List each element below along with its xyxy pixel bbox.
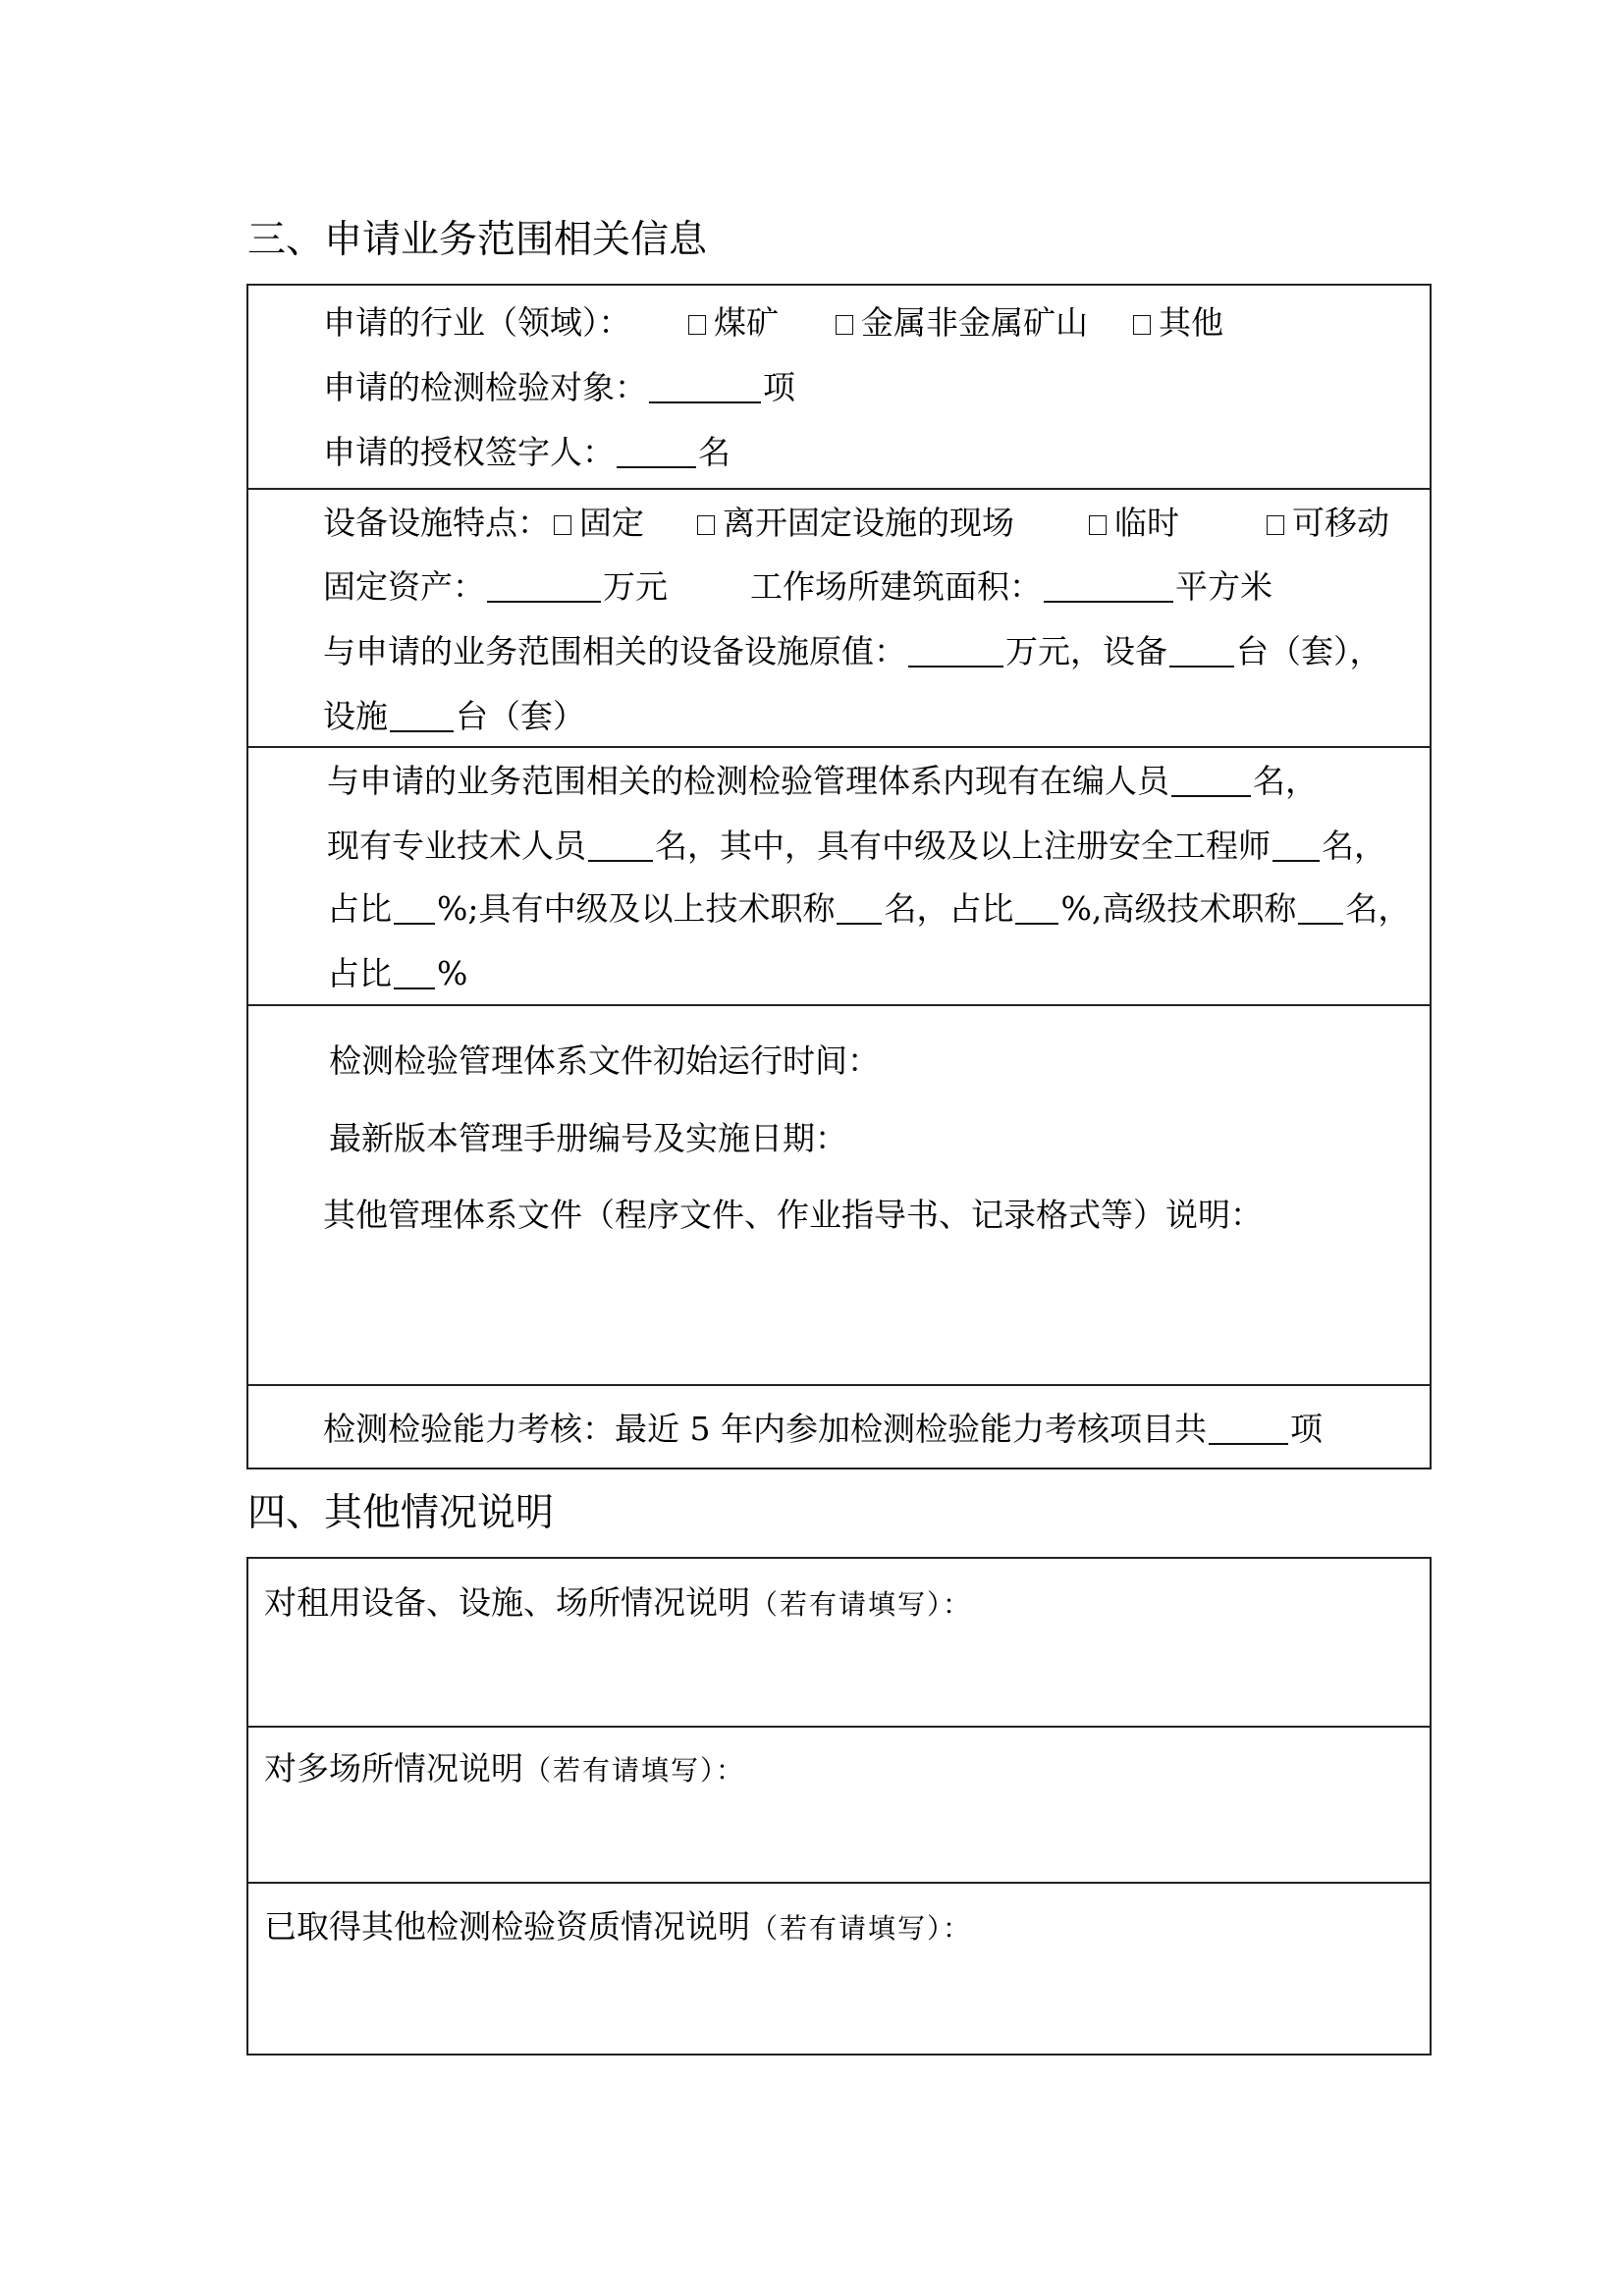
industry-option-coal-label: 煤矿 — [714, 303, 779, 342]
mid-title-unit: 名，占比 — [884, 889, 1014, 928]
multi-site-label: 对多场所情况说明 — [264, 1749, 523, 1788]
original-value-group — [323, 632, 1382, 671]
feature-option-mobile[interactable] — [1267, 504, 1389, 543]
leased-facilities-label: 对租用设备、设施、场所情况说明 — [264, 1583, 750, 1622]
scope-row — [246, 284, 1432, 488]
facility-unit: 台（套） — [456, 697, 585, 735]
facility-label: 设施 — [323, 697, 388, 735]
industry-checkbox-metal[interactable] — [836, 315, 853, 335]
industry-option-other-label: 其他 — [1159, 303, 1223, 342]
ratio-group — [327, 889, 1410, 929]
feature-option-mobile-label: 可移动 — [1292, 504, 1389, 542]
industry-option-metal-label: 金属非金属矿山 — [861, 303, 1088, 342]
feature-checkbox-mobile[interactable] — [1267, 515, 1284, 535]
features-line — [248, 504, 1430, 543]
industry-checkbox-coal[interactable] — [688, 315, 706, 335]
mid-ratio-unit: %,高级技术职称 — [1060, 889, 1297, 928]
object-unit: 项 — [763, 368, 795, 406]
senior-ratio-line — [248, 954, 1430, 993]
senior-count-blank[interactable] — [1298, 895, 1343, 925]
area-unit: 平方米 — [1175, 567, 1272, 606]
proficiency-count-blank[interactable] — [1209, 1415, 1288, 1445]
object-group — [323, 368, 795, 407]
equipment-count-blank[interactable] — [1169, 638, 1234, 667]
multi-site-note: （若有请填写）： — [523, 1754, 746, 1787]
features-group — [323, 504, 644, 543]
multi-site-group — [264, 1749, 745, 1790]
senior-ratio-label: 占比 — [327, 954, 392, 992]
tech-group — [327, 827, 1386, 866]
proficiency-row — [246, 1384, 1432, 1469]
engineer-ratio-unit: %;具有中级及以上技术职称 — [437, 889, 836, 928]
signatory-count-blank[interactable] — [617, 439, 696, 468]
original-value-blank[interactable] — [908, 638, 1003, 667]
multi-site-row[interactable] — [246, 1726, 1432, 1882]
industry-option-metal[interactable] — [836, 303, 1088, 343]
senior-ratio-unit: % — [437, 954, 468, 992]
other-qualifications-group — [264, 1907, 972, 1949]
feature-checkbox-offsite[interactable] — [697, 515, 715, 535]
feature-option-temporary-label: 临时 — [1114, 504, 1179, 542]
engineer-ratio-blank[interactable] — [394, 895, 435, 925]
staff-unit: 名， — [1253, 762, 1318, 800]
other-qualifications-note: （若有请填写）： — [750, 1912, 973, 1945]
object-label: 申请的检测检验对象： — [323, 368, 647, 406]
engineer-ratio-label: 占比 — [327, 889, 392, 928]
signatory-line — [248, 433, 1430, 472]
fixed-assets-blank[interactable] — [487, 573, 601, 603]
feature-option-offsite-label: 离开固定设施的现场 — [723, 504, 1014, 542]
area-label: 工作场所建筑面积： — [750, 567, 1042, 606]
signatory-unit: 名 — [698, 433, 731, 471]
initial-run-label: 检测检验管理体系文件初始运行时间： — [329, 1041, 880, 1080]
tech-line — [248, 827, 1430, 866]
multi-site-line — [248, 1749, 1430, 1789]
feature-checkbox-temporary[interactable] — [1089, 515, 1107, 535]
leased-facilities-line — [248, 1583, 1430, 1623]
area-blank[interactable] — [1044, 573, 1173, 603]
proficiency-unit: 项 — [1289, 1410, 1323, 1448]
industry-label: 申请的行业（领域）： — [323, 303, 631, 342]
assets-line — [248, 567, 1430, 607]
other-qualifications-row[interactable] — [246, 1882, 1432, 2056]
leased-facilities-note: （若有请填写）： — [750, 1588, 973, 1621]
proficiency-group — [323, 1410, 1323, 1449]
section3-heading: 三、申请业务范围相关信息 — [247, 218, 708, 262]
feature-checkbox-fixed[interactable] — [554, 515, 571, 535]
fixed-assets-label: 固定资产： — [323, 567, 485, 606]
staff-count-blank[interactable] — [1171, 768, 1251, 797]
leased-facilities-row[interactable] — [246, 1557, 1432, 1726]
feature-option-temporary[interactable] — [1089, 504, 1179, 543]
manual-line — [248, 1119, 1430, 1158]
engineer-unit: 名， — [1322, 827, 1386, 865]
initial-run-line — [248, 1041, 1430, 1081]
engineer-count-blank[interactable] — [1272, 832, 1320, 862]
industry-option-coal[interactable] — [688, 303, 779, 343]
tech-label: 现有专业技术人员 — [327, 827, 586, 865]
signatory-group — [323, 433, 731, 472]
other-qualifications-line — [248, 1907, 1430, 1947]
other-qualifications-label: 已取得其他检测检验资质情况说明 — [264, 1907, 750, 1946]
original-value-label: 与申请的业务范围相关的设备设施原值： — [323, 632, 906, 670]
facilities-row — [246, 488, 1432, 746]
features-label: 设备设施特点： — [323, 504, 550, 542]
original-value-unit: 万元，设备 — [1005, 632, 1167, 670]
senior-ratio-blank[interactable] — [394, 960, 435, 989]
staff-group — [327, 762, 1318, 801]
tech-count-blank[interactable] — [588, 832, 653, 862]
proficiency-label: 检测检验能力考核：最近 5 年内参加检测检验能力考核项目共 — [323, 1410, 1207, 1448]
mid-ratio-blank[interactable] — [1015, 895, 1058, 925]
original-value-line — [248, 632, 1430, 671]
personnel-row — [246, 746, 1432, 1004]
facility-line — [248, 697, 1430, 736]
industry-line — [248, 303, 1430, 343]
staff-label: 与申请的业务范围相关的检测检验管理体系内现有在编人员 — [327, 762, 1169, 800]
senior-unit: 名， — [1345, 889, 1411, 928]
ratio-line — [248, 889, 1430, 929]
fixed-assets-group — [323, 567, 668, 607]
signatory-label: 申请的授权签字人： — [323, 433, 615, 471]
object-line — [248, 368, 1430, 407]
facility-count-blank[interactable] — [390, 703, 454, 732]
object-count-blank[interactable] — [649, 374, 761, 403]
manual-label: 最新版本管理手册编号及实施日期： — [329, 1119, 847, 1157]
senior-ratio-group — [327, 954, 467, 993]
industry-option-other[interactable] — [1133, 303, 1223, 343]
feature-option-fixed-label: 固定 — [579, 504, 644, 542]
area-group — [750, 567, 1272, 607]
proficiency-line — [248, 1410, 1430, 1449]
staff-line — [248, 762, 1430, 801]
leased-facilities-group — [264, 1583, 972, 1625]
mid-title-count-blank[interactable] — [837, 895, 882, 925]
feature-option-offsite[interactable] — [697, 504, 1014, 543]
fixed-assets-unit: 万元 — [603, 567, 668, 606]
facility-group — [323, 697, 585, 736]
management-row — [246, 1004, 1432, 1384]
tech-unit: 名，其中，具有中级及以上注册安全工程师 — [655, 827, 1271, 865]
other-docs-label: 其他管理体系文件（程序文件、作业指导书、记录格式等）说明： — [323, 1196, 1263, 1234]
equipment-unit: 台（套）， — [1236, 632, 1382, 670]
industry-checkbox-other[interactable] — [1133, 315, 1151, 335]
section4-heading: 四、其他情况说明 — [247, 1491, 555, 1535]
other-docs-line — [248, 1196, 1430, 1235]
